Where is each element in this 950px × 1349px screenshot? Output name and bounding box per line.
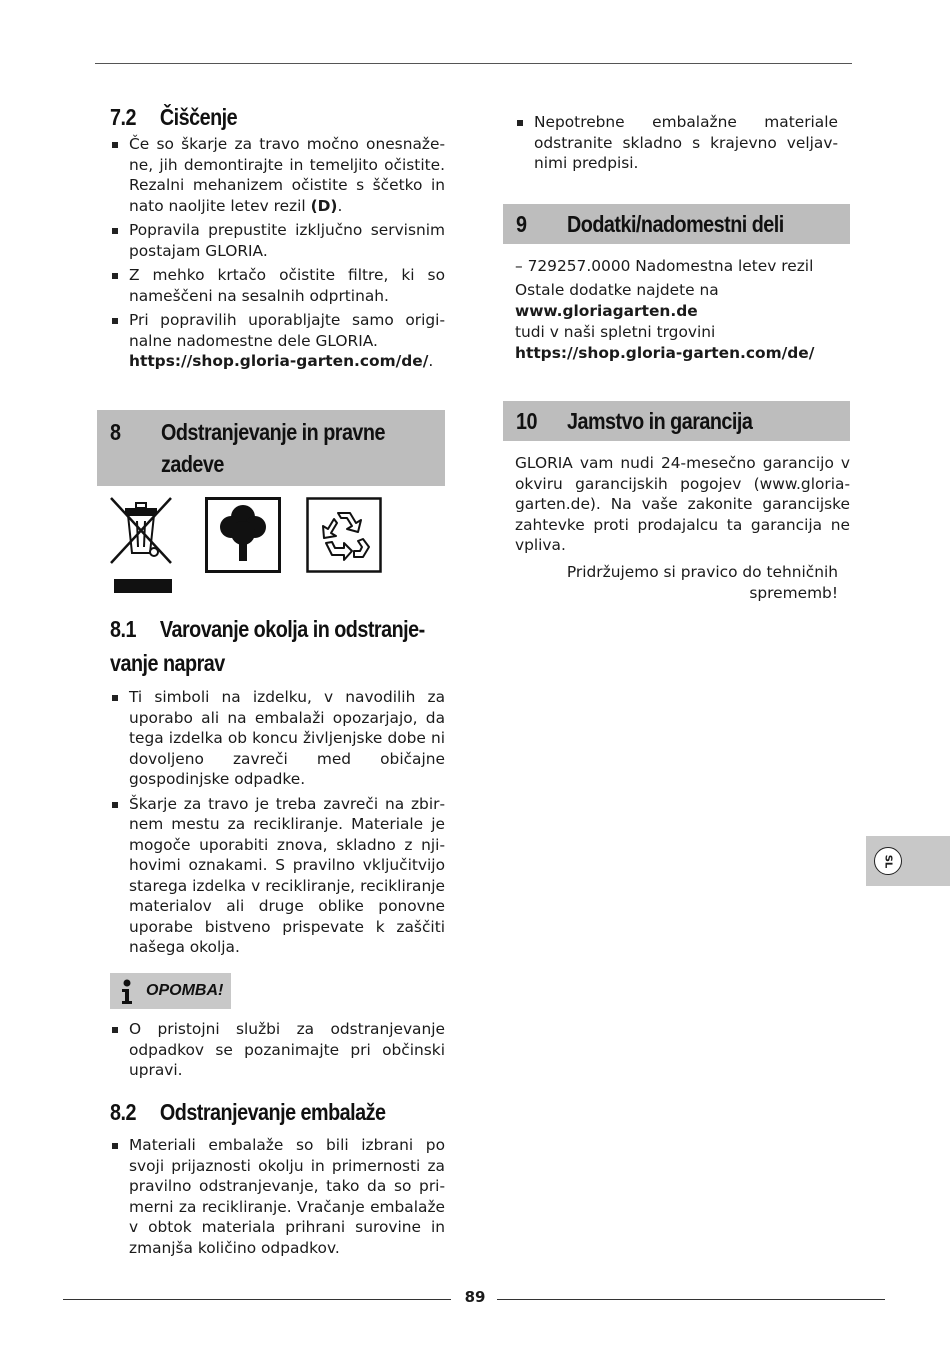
gloriagarten-link[interactable]: www.gloriagarten.de	[515, 302, 698, 320]
list-item: Ti simboli na izdelku, v navodilih za uporabo ali na embalaži opozarjajo, da tega izdelka ob koncu življenjske dobe ni dovoljeno zavreči med običajne gospodinjske odpadke.	[110, 687, 445, 790]
warranty-paragraph: GLORIA vam nudi 24-mesečno garancijo v okviru garancijskih pogojev (www.gloriagarten.de). Na vaše zakonite garancijske zahtevke proti prodajalcu ta garancija ne vpliva.	[515, 454, 850, 554]
section-8-2-heading: 8.2 Odstranjevanje embalaže	[110, 1099, 386, 1125]
list-item: Če so škarje za travo močno onesnažene, jih demontirajte in temeljito očistite. Rezalni mehanizem očistite s ščetko in nato naoljite letev rezil (D).	[110, 134, 445, 216]
crossed-bin-icon	[108, 495, 174, 595]
section-8-heading-bar	[97, 410, 445, 486]
list-item: Nepotrebne embalažne materiale odstranite skladno s krajevno veljavnimi predpisi.	[515, 112, 838, 174]
note-box	[110, 973, 231, 1009]
section-7-2	[110, 104, 445, 131]
footer-rule-right	[497, 1299, 885, 1300]
reservation-note: Pridržujemo si pravico do tehničnih sprememb!	[566, 563, 838, 602]
page-number: 89	[464, 1288, 486, 1306]
section-8-num: 8	[110, 419, 121, 445]
section-8-title-line1: Odstranjevanje in pravne	[161, 419, 385, 445]
section-8-2-list-continued	[515, 112, 838, 178]
language-tab	[866, 836, 950, 886]
spare-part-line: – 729257.0000 Nadomestna letev rezil	[515, 257, 814, 275]
language-badge: SL	[874, 847, 902, 875]
list-item: Pri popravilih uporabljajte samo originalne nadomestne dele GLORIA. https://shop.gloria-garten.com/de/.	[110, 310, 445, 372]
section-10-heading-bar: 10 Jamstvo in garancija	[503, 401, 850, 441]
top-rule	[95, 63, 852, 64]
list-item: Škarje za travo je treba zavreči na zbirnem mestu za recikliranje. Materiale je mogoče uporabiti znova, skladno z njihovimi oznakami. S pravilno vključitvijo starega izdelka v recikliranje, recikliranje materialov ali druge oblike ponovne uporabe bistveno prispevate k zaščiti našega okolja.	[110, 794, 445, 958]
section-7-2-list	[110, 134, 445, 376]
list-item: Materiali embalaže so bili izbrani po svoji prijaznosti okolju in primernosti za pravilno odstranjevanje, tako da so primerni za recikliranje. Vračanje embalaže v obtok materiala prihrani surovine in zmanjša količino odpadkov.	[110, 1135, 445, 1258]
list-item: O pristojni službi za odstranjevanje odpadkov se pozanimajte pri občinski upravi.	[110, 1019, 445, 1081]
info-icon	[119, 979, 135, 1005]
list-item: Z mehko krtačo očistite filtre, ki so nameščeni na sesalnih odprtinah.	[110, 265, 445, 306]
section-heading-7-2: 7.2 Čiščenje	[110, 104, 238, 130]
list-item: Popravila prepustite izključno servisnim postajam GLORIA.	[110, 220, 445, 261]
footer-rule-left	[63, 1299, 451, 1300]
section-8-2-list	[110, 1135, 445, 1262]
shop-link[interactable]: https://shop.gloria-garten.com/de/	[129, 352, 429, 370]
section-9-body: – 729257.0000 Nadomestna letev rezil Ostale dodatke najdete na www.gloriagarten.de tudi v naši spletni trgovini https://shop.gloria-garten.com/de/	[515, 256, 850, 364]
shop-link[interactable]: https://shop.gloria-garten.com/de/	[515, 344, 815, 362]
section-8-1-list	[110, 687, 445, 962]
recycling-icon	[306, 497, 382, 573]
section-8-title-line2: zadeve	[161, 451, 224, 477]
note-label: OPOMBA!	[146, 982, 224, 999]
tree-icon	[205, 497, 281, 573]
section-10-body	[515, 453, 850, 556]
section-9-heading-bar: 9 Dodatki/nadomestni deli	[503, 204, 850, 244]
note-list	[110, 1019, 445, 1085]
section-8-1-heading: 8.1 Varovanje okolja in odstranje- vanje naprav	[110, 616, 425, 676]
